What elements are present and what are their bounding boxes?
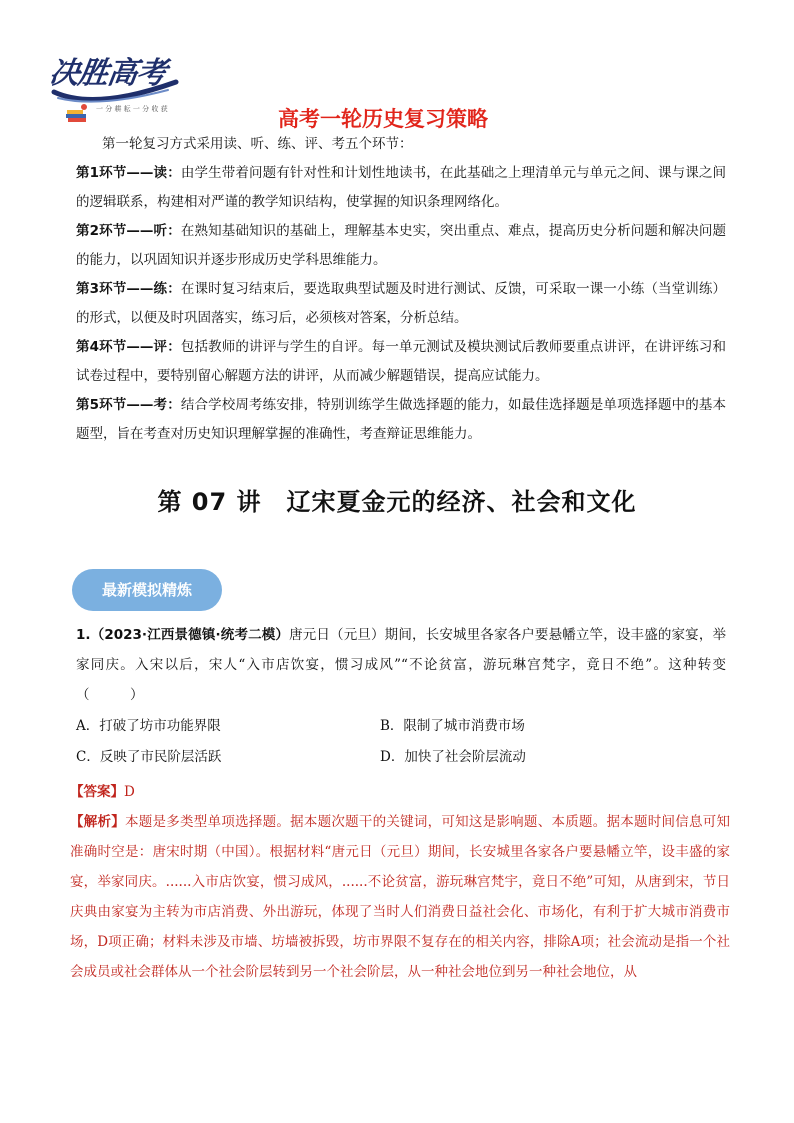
step-text: 由学生带着问题有针对性和计划性地读书，在此基础之上理清单元与单元之间、课与课之间的逻辑联系，构建相对严谨的教学知识结构，使掌握的知识条理网络化。 [76,165,726,210]
question-1 [76,620,726,710]
answer-tag: 【答案】 [70,784,124,800]
option-c: C．反映了市民阶层活跃 [76,749,222,765]
intro-step [76,391,726,449]
analysis-body: 本题是多类型单项选择题。据本题次题干的关键词，可知这是影响题、本质题。据本题时间信息可知准确时空是：唐宋时期（中国）。根据材料“唐元日（元旦）期间，长安城里各家各户要悬幡立竿，设丰盛的家宴，举家同庆。......入市店饮宴，惯习成风，......不论贫富，游玩琳宫梵宇，竟日不绝”可知，从唐到宋，节日庆典由家宴为主转为市店消费、外出游玩，体现了当时人们消费日益社会化、市场化，有利于扩大城市消费市场，D项正确；材料未涉及市墙、坊墙被拆毁，坊市界限不复存在的相关内容，排除A项；社会流动是指一个社会成员或社会群体从一个社会阶层转到另一个社会阶层，从一种社会地位到另一种社会地位，从 [70,814,731,980]
step-label: 第5环节——考： [76,397,181,413]
step-text: 包括教师的讲评与学生的自评。每一单元测试及模块测试后教师要重点讲评，在讲评练习和试卷过程中，要特别留心解题方法的讲评，从而减少解题错误，提高应试能力。 [76,339,726,384]
page-title: 高考一轮历史复习策略 [278,107,488,131]
step-label: 第3环节——练： [76,281,181,297]
option-b: B．限制了城市消费市场 [380,718,525,734]
analysis-text [70,807,730,987]
step-label: 第1环节——读： [76,165,181,181]
step-text: 在熟知基础知识的基础上，理解基本史实，突出重点、难点，提高历史分析问题和解决问题的能力，以巩固知识并逐步形成历史学科思维能力。 [76,223,726,268]
question-source: （2023·江西景德镇·统考二模） [90,627,290,643]
question-text: 唐元日（元旦）期间，长安城里各家各户要悬幡立竿，设丰盛的家宴，举家同庆。入宋以后，宋人“入市店饮宴，惯习成风”“不论贫富，游玩琳宫梵字，竟日不绝”。这种转变（ ） [76,627,726,703]
question-stem [76,620,726,710]
step-text: 结合学校周考练安排，特别训练学生做选择题的能力，如最佳选择题是单项选择题中的基本题型，旨在考查对历史知识理解掌握的准确性，考查辩证思维能力。 [76,397,726,442]
logo-subtext: 一 分 耕 耘 一 分 收 获 [96,105,168,113]
answer-section [70,777,730,987]
intro-step [76,217,726,275]
intro-step [76,333,726,391]
option-d: D．加快了社会阶层流动 [380,749,526,765]
question-number: 1. [76,627,91,643]
intro-lead: 第一轮复习方式采用读、听、练、评、考五个环节： [102,136,413,152]
section-badge: 最新模拟精炼 [72,569,222,611]
books-icon [64,102,90,124]
analysis-tag: 【解析】 [70,814,126,830]
answer-line [70,777,730,807]
step-text: 在课时复习结束后，要选取典型试题及时进行测试、反馈，可采取一课一小练（当堂训练）的形式，以便及时巩固落实，练习后，必须核对答案，分析总结。 [76,281,726,326]
logo-text: 决胜高考 [47,56,168,91]
lecture-title: 第 07 讲 辽宋夏金元的经济、社会和文化 [157,488,637,516]
logo [47,48,180,130]
step-label: 第2环节——听： [76,223,181,239]
intro-step [76,159,726,217]
answer-value: D [124,784,135,800]
intro-section [76,130,726,449]
option-a: A．打破了坊市功能界限 [76,718,221,734]
step-label: 第4环节——评： [76,339,181,355]
intro-step [76,275,726,333]
